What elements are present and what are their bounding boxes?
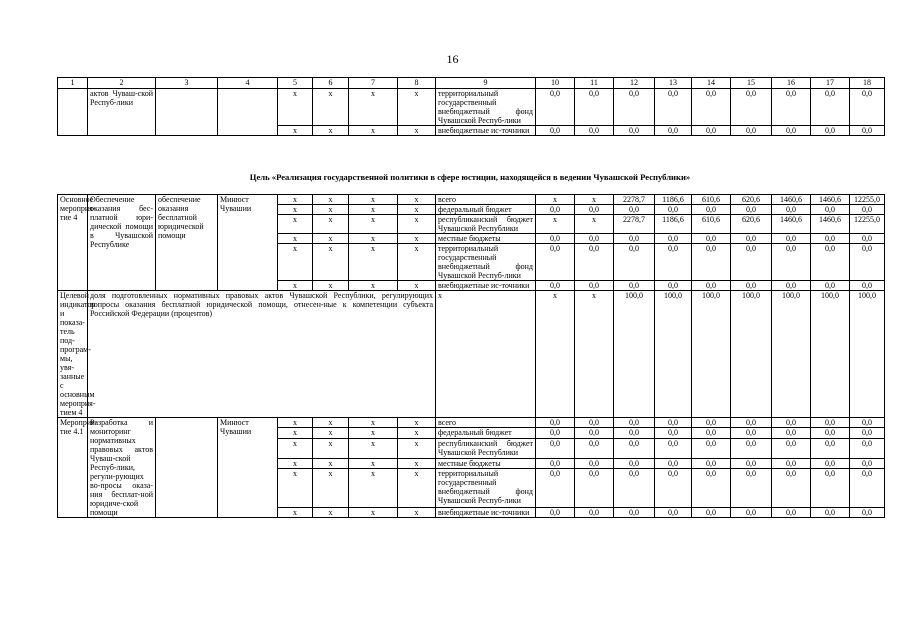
value-cell: 0,0 [614,234,655,244]
value-cell: 0,0 [575,205,614,215]
code-cell: x [349,507,398,517]
value-cell: 0,0 [536,418,575,428]
empty-cell [218,89,278,136]
value-cell: 0,0 [692,469,731,508]
value-cell: 610,6 [692,215,731,234]
value-cell: 0,0 [655,507,692,517]
column-number: 11 [575,78,614,89]
value-cell: 0,0 [575,458,614,468]
value-cell: 0,0 [614,507,655,517]
value-cell: 0,0 [614,428,655,438]
indicator-label: Целевой индикатор и показа-тель под-програм-мы, увя-занные с основным мероприя-тием 4 [58,291,88,418]
column-number: 13 [655,78,692,89]
value-cell: 0,0 [850,458,885,468]
value-cell: 0,0 [575,438,614,458]
value-cell: 0,0 [614,205,655,215]
funding-source: федеральный бюджет [436,205,536,215]
value-cell: 0,0 [575,244,614,281]
code-cell: x [349,215,398,234]
value-cell: 0,0 [692,126,731,136]
value-cell: 0,0 [614,438,655,458]
column-number: 5 [278,78,313,89]
value-cell: 100,0 [655,291,692,418]
event-label: Основное мероприя-тие 4 [58,195,88,291]
value-cell: 100,0 [692,291,731,418]
code-cell: x [398,195,436,205]
value-cell: 0,0 [811,428,850,438]
value-cell: 0,0 [655,438,692,458]
value-cell: x [575,215,614,234]
column-number: 6 [313,78,349,89]
value-cell: 0,0 [655,281,692,291]
event-purpose: обеспечение оказания бесплатной юридической помощи [156,195,218,291]
code-cell: x [349,458,398,468]
indicator-mark: x [436,291,536,418]
code-cell: x [313,234,349,244]
code-cell: x [278,469,313,508]
value-cell: 0,0 [811,507,850,517]
value-cell: 0,0 [772,126,811,136]
code-cell: x [349,244,398,281]
code-cell: x [398,205,436,215]
value-cell: 0,0 [850,89,885,126]
value-cell: 0,0 [655,205,692,215]
code-cell: x [313,195,349,205]
value-cell: 0,0 [811,244,850,281]
code-cell: x [313,428,349,438]
value-cell: 0,0 [850,418,885,428]
funding-source: внебюджетные ис-точники [436,507,536,517]
value-cell: 0,0 [850,281,885,291]
column-number: 1 [58,78,88,89]
column-number: 7 [349,78,398,89]
funding-source: республиканский бюджет Чувашской Республики [436,438,536,458]
value-cell: 0,0 [692,418,731,428]
code-cell: x [278,458,313,468]
value-cell: 0,0 [575,126,614,136]
code-cell: x [313,89,349,126]
column-number: 2 [88,78,156,89]
value-cell: 0,0 [655,126,692,136]
value-cell: 0,0 [850,244,885,281]
value-cell: 620,6 [731,215,772,234]
code-cell: x [278,244,313,281]
value-cell: 0,0 [536,234,575,244]
event41-body [58,418,885,518]
value-cell: 0,0 [850,428,885,438]
value-cell: 1460,6 [772,215,811,234]
funding-source: территориальный государственный внебюджетный фонд Чувашской Респуб-лики [436,469,536,508]
value-cell: 0,0 [772,205,811,215]
column-number: 8 [398,78,436,89]
value-cell: 0,0 [731,428,772,438]
column-number-row [58,78,885,89]
value-cell: 0,0 [575,469,614,508]
code-cell: x [278,234,313,244]
value-cell: 0,0 [731,126,772,136]
value-cell: 0,0 [731,507,772,517]
code-cell: x [349,418,398,428]
code-cell: x [278,418,313,428]
value-cell: 0,0 [850,469,885,508]
value-cell: 0,0 [811,89,850,126]
code-cell: x [349,195,398,205]
value-cell: 0,0 [850,126,885,136]
value-cell: 1186,6 [655,215,692,234]
code-cell: x [278,195,313,205]
event-name: Обеспечение оказания бес-платной юри-дической помощи в Чувашской Республике [88,195,156,291]
code-cell: x [398,215,436,234]
value-cell: 0,0 [850,205,885,215]
table-row [58,89,885,126]
column-number: 18 [850,78,885,89]
code-cell: x [349,205,398,215]
value-cell: 0,0 [614,126,655,136]
code-cell: x [278,89,313,126]
code-cell: x [398,281,436,291]
column-number: 12 [614,78,655,89]
value-cell: 0,0 [731,234,772,244]
code-cell: x [398,89,436,126]
table-row [58,418,885,428]
empty-cell [58,89,88,136]
value-cell: 0,0 [731,438,772,458]
code-cell: x [349,469,398,508]
code-cell: x [398,428,436,438]
value-cell: x [536,291,575,418]
value-cell: x [536,215,575,234]
code-cell: x [349,89,398,126]
value-cell: 0,0 [850,234,885,244]
value-cell: 0,0 [772,418,811,428]
value-cell: 0,0 [655,234,692,244]
code-cell: x [398,244,436,281]
value-cell: 0,0 [811,438,850,458]
event-label: Мероприя-тие 4.1 [58,418,88,518]
value-cell: 0,0 [731,458,772,468]
value-cell: 0,0 [536,469,575,508]
value-cell: 0,0 [692,244,731,281]
funding-source: всего [436,418,536,428]
value-cell: 0,0 [772,281,811,291]
event4-body [58,195,885,291]
column-number: 9 [436,78,536,89]
value-cell: 0,0 [811,234,850,244]
value-cell: 0,0 [731,205,772,215]
value-cell: 0,0 [536,205,575,215]
value-cell: 0,0 [811,205,850,215]
value-cell: x [575,291,614,418]
value-cell: 0,0 [536,126,575,136]
value-cell: 0,0 [655,418,692,428]
value-cell: 0,0 [772,507,811,517]
code-cell: x [313,126,349,136]
code-cell: x [313,281,349,291]
code-cell: x [313,507,349,517]
funding-source: внебюджетные ис-точники [436,126,536,136]
code-cell: x [398,126,436,136]
code-cell: x [349,234,398,244]
value-cell: 0,0 [692,428,731,438]
value-cell: 0,0 [772,244,811,281]
funding-source: внебюджетные ис-точники [436,281,536,291]
value-cell: 0,0 [614,469,655,508]
column-number: 10 [536,78,575,89]
value-cell: 0,0 [536,428,575,438]
value-cell: 0,0 [575,418,614,428]
indicator-body [58,291,885,418]
value-cell: 0,0 [731,89,772,126]
value-cell: 0,0 [614,458,655,468]
value-cell: 0,0 [731,244,772,281]
value-cell: x [575,195,614,205]
code-cell: x [313,438,349,458]
value-cell: 0,0 [692,438,731,458]
value-cell: x [536,195,575,205]
funding-source: республиканский бюджет Чувашской Республики [436,215,536,234]
code-cell: x [313,469,349,508]
value-cell: 100,0 [731,291,772,418]
code-cell: x [278,281,313,291]
value-cell: 100,0 [850,291,885,418]
code-cell: x [278,438,313,458]
value-cell: 0,0 [772,438,811,458]
value-cell: 1460,6 [811,215,850,234]
value-cell: 0,0 [614,281,655,291]
value-cell: 0,0 [536,89,575,126]
value-cell: 0,0 [692,205,731,215]
value-cell: 0,0 [731,281,772,291]
value-cell: 0,0 [772,234,811,244]
value-cell: 0,0 [536,244,575,281]
value-cell: 0,0 [575,507,614,517]
value-cell: 0,0 [811,126,850,136]
value-cell: 0,0 [811,469,850,508]
value-cell: 0,0 [692,89,731,126]
funding-source: федеральный бюджет [436,428,536,438]
value-cell: 0,0 [575,428,614,438]
indicator-row [58,291,885,418]
code-cell: x [349,281,398,291]
code-cell: x [313,244,349,281]
value-cell: 1460,6 [772,195,811,205]
funding-source: местные бюджеты [436,234,536,244]
column-number: 16 [772,78,811,89]
page-number: 16 [446,52,459,66]
code-cell: x [278,215,313,234]
value-cell: 0,0 [811,418,850,428]
value-cell: 0,0 [536,458,575,468]
funding-source: местные бюджеты [436,458,536,468]
value-cell: 1460,6 [811,195,850,205]
value-cell: 0,0 [614,89,655,126]
code-cell: x [349,438,398,458]
value-cell: 0,0 [772,89,811,126]
value-cell: 0,0 [850,507,885,517]
value-cell: 0,0 [731,418,772,428]
value-cell: 0,0 [655,458,692,468]
column-number: 17 [811,78,850,89]
value-cell: 0,0 [811,281,850,291]
value-cell: 0,0 [536,438,575,458]
value-cell: 0,0 [536,281,575,291]
value-cell: 2278,7 [614,215,655,234]
funding-source: территориальный государственный внебюджетный фонд Чувашской Респуб-лики [436,89,536,126]
funding-source: всего [436,195,536,205]
code-cell: x [313,205,349,215]
column-number: 3 [156,78,218,89]
goal-heading: Цель «Реализация государственной политики в сфере юстиции, находящейся в ведении Чувашской Республики» [249,172,691,182]
value-cell: 1186,6 [655,195,692,205]
value-cell: 0,0 [772,458,811,468]
responsible-executor: Минюст Чувашии [218,195,278,291]
value-cell: 0,0 [731,469,772,508]
code-cell: x [278,205,313,215]
code-cell: x [278,126,313,136]
value-cell: 12255,0 [850,195,885,205]
code-cell: x [313,458,349,468]
code-cell: x [398,469,436,508]
value-cell: 100,0 [811,291,850,418]
value-cell: 0,0 [655,89,692,126]
code-cell: x [313,215,349,234]
code-cell: x [398,234,436,244]
code-cell: x [278,507,313,517]
value-cell: 0,0 [692,281,731,291]
value-cell: 0,0 [692,234,731,244]
value-cell: 100,0 [614,291,655,418]
indicator-text: доля подготовленных нормативных правовых актов Чувашской Республики, регулирующих вопросы оказания бесплатной юридической помощи, отнесен-ные к компетенции субъекта Российской Федерации (процентов) [88,291,436,418]
value-cell: 0,0 [850,438,885,458]
value-cell: 0,0 [655,469,692,508]
value-cell: 0,0 [655,428,692,438]
continuation-table [57,77,885,136]
value-cell: 2278,7 [614,195,655,205]
value-cell: 12255,0 [850,215,885,234]
code-cell: x [313,418,349,428]
column-number: 15 [731,78,772,89]
event-name-continued: актов Чуваш-ской Респуб-лики [88,89,156,136]
value-cell: 0,0 [575,234,614,244]
code-cell: x [398,418,436,428]
value-cell: 0,0 [575,89,614,126]
value-cell: 0,0 [772,428,811,438]
empty-cell [156,89,218,136]
value-cell: 0,0 [811,458,850,468]
main-table [57,194,885,518]
column-number: 4 [218,78,278,89]
value-cell: 0,0 [575,281,614,291]
value-cell: 620,6 [731,195,772,205]
value-cell: 0,0 [614,244,655,281]
code-cell: x [398,507,436,517]
value-cell: 0,0 [536,507,575,517]
value-cell: 0,0 [614,418,655,428]
code-cell: x [349,428,398,438]
value-cell: 0,0 [692,507,731,517]
value-cell: 610,6 [692,195,731,205]
value-cell: 0,0 [772,469,811,508]
table-row [58,195,885,205]
event-name: Разработка и мониторинг нормативных правовых актов Чуваш-ской Респуб-лики, регули-рующих во-просы оказа-ния бесплат-ной юридиче-ской помощи [88,418,156,518]
value-cell: 100,0 [772,291,811,418]
responsible-executor: Минюст Чувашии [218,418,278,518]
funding-source: территориальный государственный внебюджетный фонд Чувашской Респуб-лики [436,244,536,281]
code-cell: x [398,438,436,458]
code-cell: x [398,458,436,468]
value-cell: 0,0 [655,244,692,281]
code-cell: x [278,428,313,438]
event-purpose [156,418,218,518]
column-number: 14 [692,78,731,89]
value-cell: 0,0 [692,458,731,468]
code-cell: x [349,126,398,136]
